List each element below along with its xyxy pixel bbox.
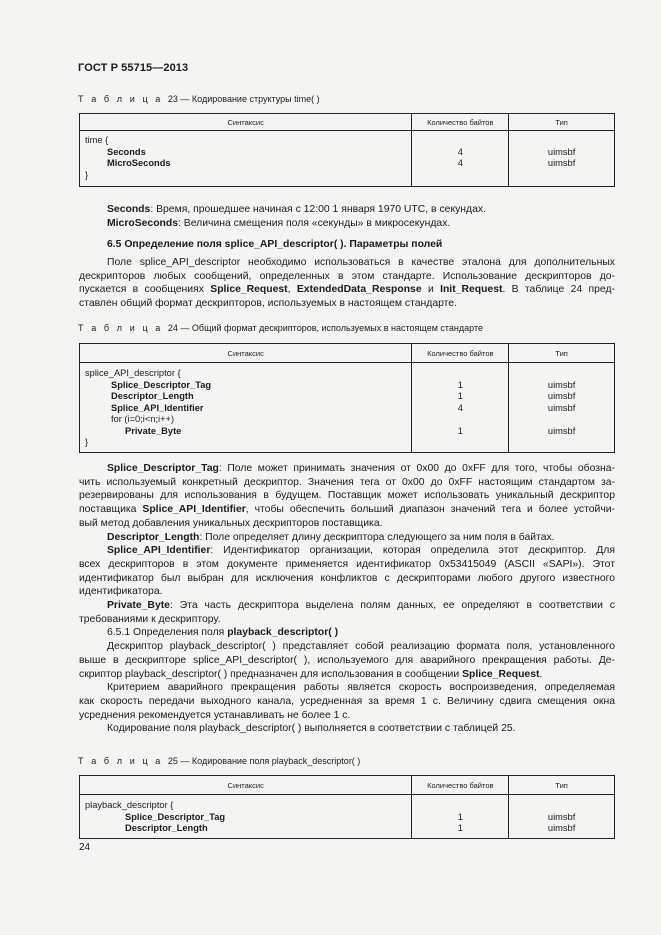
type-value: uimsbf	[547, 811, 576, 822]
text: : Идентификатор организации, которая определила этот дескриптор. Для	[210, 545, 615, 557]
text: .	[539, 668, 543, 680]
text: , чтобы обеспечить больший диапазон значений тега и более устойчи-	[245, 504, 615, 516]
paragraph-line: выше в дескрипторе splice_API_descriptor( ), используемого для аварийного прекращения работы. Де-	[79, 654, 615, 666]
paragraph-line	[79, 544, 615, 558]
syntax-line: Splice_API_Identifier	[111, 402, 204, 413]
table-row	[80, 363, 615, 453]
syntax-line: Splice_Descriptor_Tag	[111, 379, 212, 390]
syntax-line: Private_Byte	[125, 425, 182, 436]
message-name: ExtendedData_Response	[296, 284, 422, 296]
field-term: Descriptor_Length	[107, 531, 200, 543]
syntax-line: MicroSeconds	[107, 158, 171, 168]
bytes-value: 4	[457, 146, 463, 157]
paragraph-line	[79, 462, 615, 476]
text: : Эта часть дескриптора выделена полям данных, ее определяют в соответствии с	[169, 600, 615, 612]
paragraph-line: чить используемый конкретный дескриптор. Значения тега от 0x00 до 0xFF настоящим стандартом за-	[79, 476, 615, 488]
type-value: uimsbf	[547, 379, 576, 390]
table-row	[80, 131, 615, 187]
table-25-caption-text: 25 — Кодирование поля playback_descriptor( )	[167, 756, 361, 766]
text: пускается в сообщениях	[79, 284, 211, 296]
table-25-header-syntax: Синтаксис	[80, 776, 412, 795]
seconds-definitions	[79, 203, 615, 230]
paragraph-line: Кодирование поля playback_descriptor( ) выполняется в соответствии с таблицей 25.	[107, 723, 516, 735]
table-23-header-type: Тип	[509, 114, 615, 131]
syntax-line: Descriptor_Length	[111, 391, 194, 401]
bytes-value: 4	[457, 402, 463, 413]
table-25-header-type: Тип	[509, 776, 615, 795]
syntax-line: splice_API_descriptor {	[85, 368, 181, 378]
table-24-bytes-cell	[412, 363, 509, 453]
table-23-syntax-cell	[80, 131, 412, 187]
paragraph-line: усреднения рекомендуется устанавливать не более 1 с.	[79, 709, 351, 721]
message-name: Init_Request	[440, 284, 503, 296]
bytes-value: 1	[457, 379, 463, 390]
type-value: uimsbf	[547, 158, 576, 168]
table-25-caption	[78, 756, 360, 766]
table-row	[80, 795, 615, 839]
seconds-term: Seconds	[107, 204, 151, 215]
type-value: uimsbf	[547, 402, 576, 413]
section-6-5-heading: 6.5 Определение поля splice_API_descriptor( ). Параметры полей	[107, 239, 443, 250]
table-23-caption-prefix: Т а б л и ц а	[78, 94, 163, 104]
table-24-caption	[78, 323, 483, 333]
table-23-type-cell	[509, 131, 615, 187]
paragraph-line	[79, 668, 615, 682]
subsection-6-5-1-heading	[79, 626, 615, 640]
table-24-header-type: Тип	[509, 344, 615, 363]
text: : Поле определяет длину дескриптора следующего за ним поля в байтах.	[199, 531, 555, 543]
table-24-syntax-cell	[80, 363, 412, 453]
paragraph-line	[79, 599, 615, 613]
seconds-text: : Время, прошедшее начиная с 12:00 1 января 1970 UTC, в секундах.	[150, 204, 486, 215]
table-24-type-cell	[509, 363, 615, 453]
table-23	[79, 113, 615, 187]
table-24	[79, 343, 615, 453]
field-term: Splice_API_Identifier	[107, 545, 211, 557]
bytes-value: 4	[457, 158, 463, 168]
field-term: playback_descriptor( )	[227, 627, 339, 639]
paragraph-line	[79, 531, 615, 545]
microseconds-definition	[79, 217, 615, 231]
field-term: Splice_Descriptor_Tag	[107, 463, 219, 474]
paragraph-line: как скорость передачи выходного канала, усредненная за время 1 с. Величину сдвига смещения окна	[79, 695, 615, 707]
table-24-header-syntax: Синтаксис	[80, 344, 412, 363]
bytes-value: 1	[457, 425, 463, 436]
table-25	[79, 775, 615, 839]
text: поставщика	[79, 504, 143, 516]
field-term: Splice_API_Identifier	[142, 504, 246, 516]
syntax-line: for (i=0;i<n;i++)	[111, 414, 175, 424]
table-23-caption	[78, 94, 320, 104]
syntax-line: Descriptor_Length	[125, 823, 208, 833]
bytes-value: 1	[457, 823, 463, 833]
table-23-header-syntax: Синтаксис	[80, 114, 412, 131]
paragraph-line: требованиями к дескриптору.	[79, 613, 221, 625]
text: и	[421, 284, 441, 296]
text: . В таблице 24 пред-	[502, 284, 615, 296]
syntax-line: time {	[85, 135, 109, 145]
paragraph-line: идентификатор был выбран для исключения конфликтов с дескрипторами любого другого известного	[79, 572, 615, 584]
paragraph-line: дескрипторов любых сообщений, определенных в этом стандарте. Использование дескрипторов до-	[79, 270, 615, 282]
descriptor-field-definitions	[79, 462, 615, 736]
syntax-line: }	[85, 437, 89, 447]
bytes-value: 1	[457, 811, 463, 822]
syntax-line: }	[85, 169, 89, 180]
paragraph-line	[79, 283, 615, 297]
paragraph-line: Критерием аварийного прекращения работы является скорость воспроизведения, определяемая	[107, 682, 615, 694]
table-23-bytes-cell	[412, 131, 509, 187]
table-25-caption-prefix: Т а б л и ц а	[78, 756, 163, 766]
type-value: uimsbf	[547, 391, 576, 401]
paragraph-line: идентификатора.	[79, 586, 163, 598]
syntax-line: playback_descriptor {	[85, 800, 174, 810]
field-term: Private_Byte	[107, 600, 170, 612]
text: скриптор playback_descriptor( ) предназначен для использования в сообщении	[79, 668, 463, 680]
table-25-type-cell	[509, 795, 615, 839]
standard-header: ГОСТ Р 55715—2013	[78, 62, 189, 74]
type-value: uimsbf	[547, 146, 576, 157]
syntax-line: Splice_Descriptor_Tag	[125, 811, 226, 822]
table-23-caption-text: 23 — Кодирование структуры time( )	[167, 94, 320, 104]
paragraph-line: вый метод добавления уникальных дескрипторов поставщика.	[79, 517, 383, 529]
table-24-caption-prefix: Т а б л и ц а	[78, 323, 163, 333]
text: : Поле может принимать значения от 0x00 до 0xFF для того, чтобы обозна-	[218, 463, 615, 474]
text: 6.5.1 Определения поля	[107, 627, 228, 639]
seconds-definition	[79, 203, 615, 217]
table-23-header-bytes: Количество байтов	[412, 114, 509, 131]
paragraph-line	[79, 503, 615, 517]
message-name: Splice_Request	[210, 284, 288, 296]
paragraph-line: ставлен общий формат дескрипторов, используемых в настоящем стандарте.	[79, 298, 457, 310]
microseconds-term: MicroSeconds	[107, 217, 179, 229]
page-number: 24	[79, 842, 91, 853]
message-name: Splice_Request	[462, 668, 540, 680]
type-value: uimsbf	[547, 425, 576, 436]
table-24-caption-text: 24 — Общий формат дескрипторов, используемых в настоящем стандарте	[167, 323, 483, 333]
text: ,	[287, 284, 297, 296]
type-value: uimsbf	[547, 823, 576, 833]
syntax-line: Seconds	[107, 146, 146, 157]
bytes-value: 1	[457, 391, 463, 401]
paragraph-line: Поле splice_API_descriptor необходимо использоваться в качестве эталона для дополнительных	[107, 257, 615, 268]
paragraph-line: резервированы для использования в будущем. Поставщик может использовать уникальный дескриптор	[79, 490, 615, 502]
table-25-bytes-cell	[412, 795, 509, 839]
microseconds-text: : Величина смещения поля «секунды» в микросекундах.	[178, 217, 451, 229]
paragraph-line: Дескриптор playback_descriptor( ) представляет собой реализацию формата поля, установленного	[107, 641, 615, 653]
section-6-5-paragraph	[79, 256, 615, 311]
paragraph-line: всех дескрипторов в этом документе применяется идентификатор 0x53415049 (ASCII «SAPI»). Этот	[79, 558, 615, 570]
table-24-header-bytes: Количество байтов	[412, 344, 509, 363]
table-25-syntax-cell	[80, 795, 412, 839]
table-25-header-bytes: Количество байтов	[412, 776, 509, 795]
